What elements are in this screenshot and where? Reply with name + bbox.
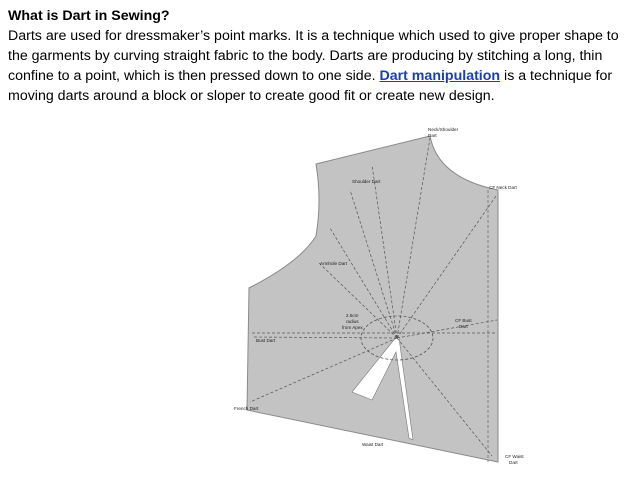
- french-dart-label: French Dart: [234, 406, 259, 411]
- cf-waist-label-1: CF Waist: [505, 454, 524, 459]
- cf-bust-label-2: Dart: [459, 324, 468, 329]
- shoulder-dart-label: Shoulder Dart: [352, 179, 381, 184]
- radius-label-3: from Apex: [342, 325, 363, 330]
- waist-dart-label: Waist Dart: [362, 442, 384, 447]
- armhole-dart-label: Armhole Dart: [320, 261, 348, 266]
- cf-bust-label-1: CF Bust: [455, 318, 472, 323]
- paragraph-text-1: Darts are used for dressmaker’s point marks. It is a technique which used to give proper shape to the garments by curving straight fabric to the body. Darts are producing by stitching a long, thin confine to a point, which is then pressed down to one side.: [8, 28, 619, 84]
- radius-label-2: radius: [346, 319, 359, 324]
- cf-neck-dart-label: CF Neck Dart: [489, 185, 517, 190]
- bodice-block-shape: [247, 136, 498, 462]
- cf-waist-label-2: Dart: [509, 460, 518, 465]
- radius-label-1: 2.5cm: [346, 313, 359, 318]
- paragraph-text-2: is a technique for moving darts around a block or sloper to create good fit or create new design.: [8, 68, 613, 104]
- dart-manipulation-link[interactable]: Dart manipulation: [379, 68, 501, 84]
- article-heading: What is Dart in Sewing?: [8, 8, 170, 24]
- neck-shoulder-label-2: Dart: [428, 133, 437, 138]
- neck-shoulder-label-1: Neck/Shoulder: [428, 127, 459, 132]
- bust-dart-label: Bust Dart: [256, 338, 276, 343]
